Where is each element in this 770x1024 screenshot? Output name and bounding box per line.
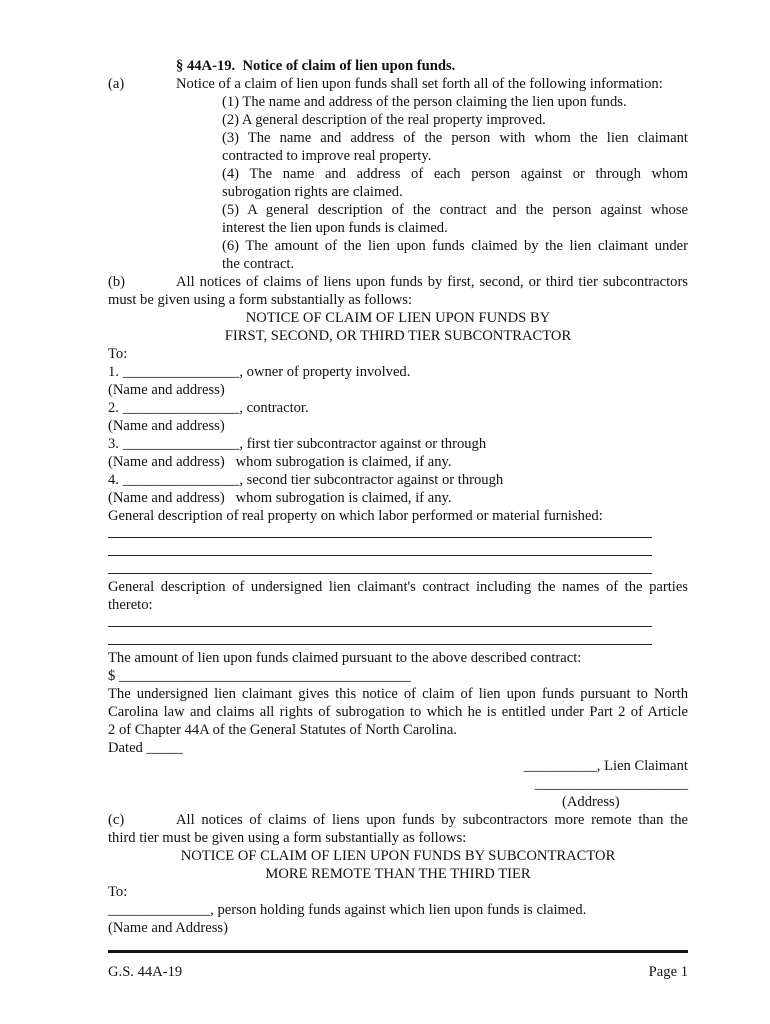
form-c-title-2: MORE REMOTE THAN THE THIRD TIER bbox=[265, 866, 531, 882]
form-b-entry-1: 1. ________________, owner of property involved. bbox=[108, 364, 411, 380]
footer-page-number: Page 1 bbox=[648, 964, 688, 980]
form-c-entry-label: (Name and Address) bbox=[108, 920, 228, 936]
address-blank: _____________________ bbox=[534, 776, 688, 792]
footer-statute: G.S. 44A-19 bbox=[108, 964, 183, 980]
form-b-entry-3-label: (Name and address) whom subrogation is claimed, if any. bbox=[108, 454, 452, 470]
subsection-c-marker: (c) bbox=[108, 812, 125, 828]
property-description-label: General description of real property on which labor performed or material furnished: bbox=[108, 508, 603, 524]
lien-claimant-signature: __________, Lien Claimant bbox=[523, 758, 688, 774]
form-b-entry-2: 2. ________________, contractor. bbox=[108, 400, 309, 416]
form-b-entry-4-label: (Name and address) whom subrogation is claimed, if any. bbox=[108, 490, 452, 506]
section-heading: § 44A-19. Notice of claim of lien upon funds. bbox=[176, 58, 456, 74]
footer-divider bbox=[108, 950, 688, 953]
blank-line bbox=[108, 644, 652, 645]
address-label: (Address) bbox=[562, 794, 620, 810]
form-b-title-2: FIRST, SECOND, OR THIRD TIER SUBCONTRACTOR bbox=[224, 328, 572, 344]
form-b-entry-4: 4. ________________, second tier subcontractor against or through bbox=[108, 472, 504, 488]
statement-line-3: 2 of Chapter 44A of the General Statutes of North Carolina. bbox=[108, 722, 457, 738]
form-c-title-1: NOTICE OF CLAIM OF LIEN UPON FUNDS BY SUBCONTRACTOR bbox=[180, 848, 616, 864]
subsection-a-intro: Notice of a claim of lien upon funds shall set forth all of the following information: bbox=[176, 76, 663, 92]
item-4-line-2: subrogation rights are claimed. bbox=[222, 184, 403, 200]
form-b-entry-2-label: (Name and address) bbox=[108, 418, 225, 434]
amount-line: $ ________________________________________ bbox=[108, 668, 411, 684]
contract-description-line-1: General description of undersigned lien claimant's contract including the names of the parties bbox=[108, 579, 688, 595]
form-b-title-1: NOTICE OF CLAIM OF LIEN UPON FUNDS BY bbox=[245, 310, 551, 326]
amount-label: The amount of lien upon funds claimed pursuant to the above described contract: bbox=[108, 650, 582, 666]
blank-line bbox=[108, 537, 652, 538]
item-4-line-1: (4) The name and address of each person against or through whom bbox=[222, 166, 688, 182]
subsection-b-line-1: All notices of claims of liens upon funds by first, second, or third tier subcontractors bbox=[176, 274, 688, 290]
blank-line bbox=[108, 626, 652, 627]
form-c-entry: ______________, person holding funds against which lien upon funds is claimed. bbox=[108, 902, 587, 918]
statement-line-1: The undersigned lien claimant gives this notice of claim of lien upon funds pursuant to North bbox=[108, 686, 688, 702]
form-b-entry-1-label: (Name and address) bbox=[108, 382, 225, 398]
item-1: (1) The name and address of the person claiming the lien upon funds. bbox=[222, 94, 627, 110]
form-b-to: To: bbox=[108, 346, 128, 362]
item-6-line-1: (6) The amount of the lien upon funds claimed by the lien claimant under bbox=[222, 238, 688, 254]
dated-line: Dated _____ bbox=[108, 740, 183, 756]
form-c-to: To: bbox=[108, 884, 128, 900]
form-b-entry-3: 3. ________________, first tier subcontractor against or through bbox=[108, 436, 487, 452]
item-5-line-2: interest the lien upon funds is claimed. bbox=[222, 220, 448, 236]
item-3-line-1: (3) The name and address of the person with whom the lien claimant bbox=[222, 130, 688, 146]
subsection-a-marker: (a) bbox=[108, 76, 125, 92]
contract-description-line-2: thereto: bbox=[108, 597, 153, 613]
item-2: (2) A general description of the real property improved. bbox=[222, 112, 546, 128]
subsection-c-line-2: third tier must be given using a form substantially as follows: bbox=[108, 830, 467, 846]
subsection-c-line-1: All notices of claims of liens upon funds by subcontractors more remote than the bbox=[176, 812, 688, 828]
statement-line-2: Carolina law and claims all rights of subrogation to which he is entitled under Part 2 of Article bbox=[108, 704, 688, 720]
item-6-line-2: the contract. bbox=[222, 256, 295, 272]
subsection-b-marker: (b) bbox=[108, 274, 126, 290]
blank-line bbox=[108, 555, 652, 556]
blank-line bbox=[108, 573, 652, 574]
item-3-line-2: contracted to improve real property. bbox=[222, 148, 432, 164]
item-5-line-1: (5) A general description of the contract and the person against whose bbox=[222, 202, 688, 218]
subsection-b-line-2: must be given using a form substantially as follows: bbox=[108, 292, 413, 308]
